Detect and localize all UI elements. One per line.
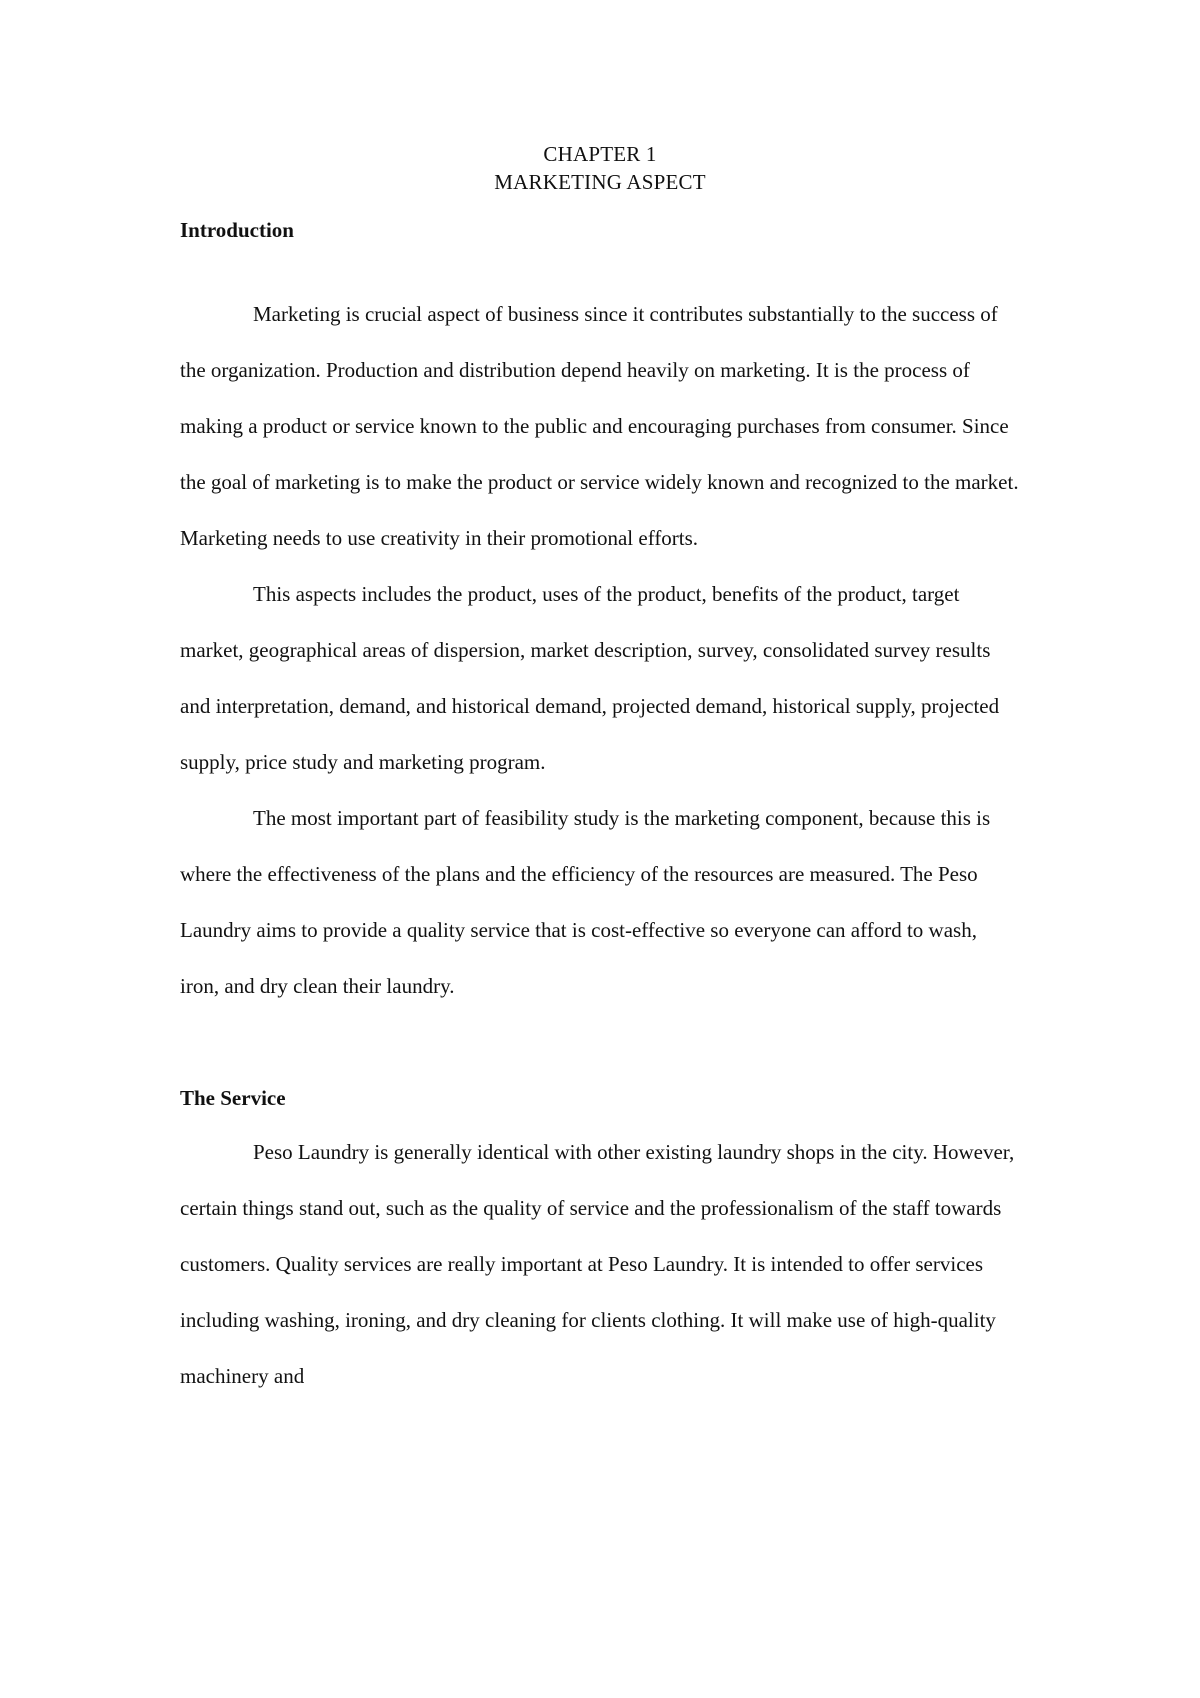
section-heading-the-service: The Service (180, 1086, 286, 1110)
page-content (180, 140, 1020, 1404)
chapter-title: MARKETING ASPECT (494, 170, 706, 194)
introduction-paragraph-3: The most important part of feasibility study is the marketing component, because this is where the effectiveness of the plans and the efficiency of the resources are measured. The Peso Laundry aims to provide a quality service that is cost-effective so everyone can afford to wash, iron, and dry clean their laundry. (180, 806, 991, 998)
service-body (180, 1124, 1020, 1404)
service-paragraph-1: Peso Laundry is generally identical with other existing laundry shops in the city. However, certain things stand out, such as the quality of service and the professionalism of the staff towards customers. Quality services are really important at Peso Laundry. It is intended to offer services including washing, ironing, and dry cleaning for clients clothing. It will make use of high-quality machinery and (180, 1140, 1015, 1388)
introduction-paragraph-1: Marketing is crucial aspect of business since it contributes substantially to the success of the organization. Production and distribution depend heavily on marketing. It is the process of making a product or service known to the public and encouraging purchases from consumer. Since the goal of marketing is to make the product or service widely known and recognized to the market. Marketing needs to use creativity in their promotional efforts. (180, 302, 1019, 550)
section-heading-introduction: Introduction (180, 218, 294, 242)
introduction-body (180, 286, 1020, 1014)
introduction-paragraph-2: This aspects includes the product, uses of the product, benefits of the product, target market, geographical areas of dispersion, market description, survey, consolidated survey results and interpretation, demand, and historical demand, projected demand, historical supply, projected supply, price study and marketing program. (180, 582, 1000, 774)
chapter-number: CHAPTER 1 (543, 142, 657, 166)
